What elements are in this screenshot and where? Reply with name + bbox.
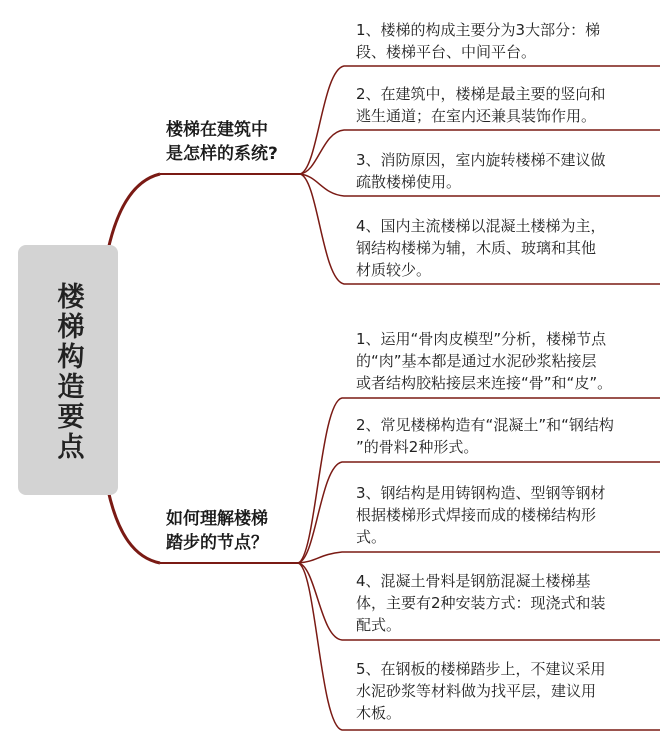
leaf-b1-item1[interactable]: 1、楼梯的构成主要分为3大部分：梯 段、楼梯平台、中间平台。: [356, 21, 601, 61]
leaf-b1-item3[interactable]: 3、消防原因，室内旋转楼梯不建议做 疏散楼梯使用。: [356, 151, 606, 191]
branch-label-system[interactable]: 楼梯在建筑中 是怎样的系统?: [166, 120, 278, 164]
leaf-b1-item4[interactable]: 4、国内主流楼梯以混凝土楼梯为主， 钢结构楼梯为辅，木质、玻璃和其他 材质较少。: [356, 217, 606, 279]
leaf-b2-item4[interactable]: 4、混凝土骨料是钢筋混凝土楼梯基 体，主要有2种安装方式：现浇式和装 配式。: [356, 572, 606, 634]
connector-root-branch1: [108, 174, 160, 250]
root-node[interactable]: [18, 245, 118, 495]
leaf-b2-item2[interactable]: 2、常见楼梯构造有“混凝土”和“钢结构 ”的骨料2种形式。: [356, 416, 614, 456]
root-title: 楼梯构造要点: [52, 281, 84, 462]
branch-label-joints[interactable]: 如何理解楼梯 踏步的节点？: [166, 509, 268, 553]
connector-b2-leaf3: [298, 552, 660, 563]
leaf-b1-item2[interactable]: 2、在建筑中，楼梯是最主要的竖向和 逃生通道；在室内还兼具装饰作用。: [356, 85, 606, 125]
leaf-b2-item5[interactable]: 5、在钢板的楼梯踏步上，不建议采用 水泥砂浆等材料做为找平层，建议用 木板。: [356, 660, 606, 722]
leaf-b2-item3[interactable]: 3、钢结构是用铸钢构造、型钢等钢材 根据楼梯形式焊接而成的楼梯结构形 式。: [356, 484, 606, 546]
connector-root-branch2: [108, 490, 160, 563]
leaf-b2-item1[interactable]: 1、运用“骨肉皮模型”分析，楼梯节点 的“肉”基本都是通过水泥砂浆粘接层 或者结构胶粘接层来连接“骨”和“皮”。: [356, 330, 613, 392]
